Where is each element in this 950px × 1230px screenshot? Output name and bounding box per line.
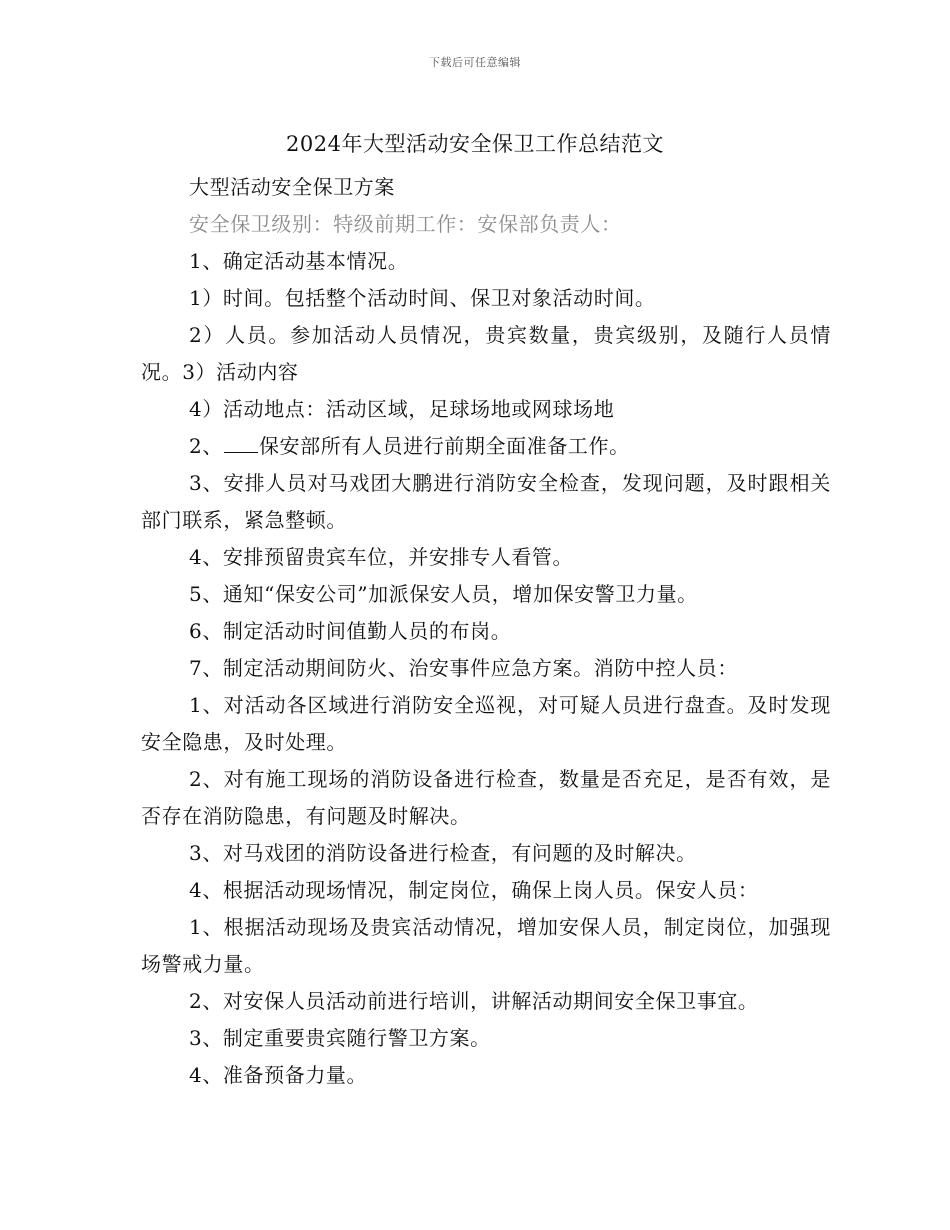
paragraph: 4、安排预留贵宾车位，并安排专人看管。 (189, 545, 574, 569)
section-heading: 大型活动安全保卫方案 (189, 175, 395, 199)
document-title: 2024年大型活动安全保卫工作总结范文 (286, 132, 664, 156)
paragraph: 3、安排人员对马戏团大鹏进行消防安全检查，发现问题，及时跟相关部门联系，紧急整顿。 (141, 471, 831, 532)
paragraph: 6、制定活动时间值勤人员的布岗。 (189, 619, 512, 643)
paragraph: 3、对马戏团的消防设备进行检查，有问题的及时解决。 (189, 841, 697, 865)
page-header-note: 下载后可任意编辑 (429, 56, 521, 69)
paragraph: 4）活动地点：活动区域，足球场地或网球场地 (189, 397, 615, 421)
paragraph: 3、制定重要贵宾随行警卫方案。 (189, 1026, 491, 1050)
paragraph: 4、准备预备力量。 (189, 1063, 368, 1087)
paragraph: 1、确定活动基本情况。 (189, 249, 409, 273)
paragraph: 4、根据活动现场情况，制定岗位，确保上岗人员。保安人员： (189, 878, 759, 902)
paragraph: 2、对有施工现场的消防设备进行检查，数量是否充足，是否有效，是否存在消防隐患，有问题及时解决。 (141, 767, 831, 828)
paragraph: 1）时间。包括整个活动时间、保卫对象活动时间。 (189, 286, 656, 310)
document-body (141, 169, 831, 1094)
paragraph: 2、对安保人员活动前进行培训，讲解活动期间安全保卫事宜。 (189, 989, 759, 1013)
fill-in-blank-line (224, 451, 258, 453)
paragraph: 2）人员。参加活动人员情况，贵宾数量，贵宾级别，及随行人员情况。3）活动内容 (141, 323, 831, 384)
paragraph: 安全保卫级别：特级前期工作：安保部负责人： (189, 212, 622, 236)
paragraph: 1、根据活动现场及贵宾活动情况，增加安保人员，制定岗位，加强现场警戒力量。 (141, 915, 831, 976)
paragraph: 1、对活动各区域进行消防安全巡视，对可疑人员进行盘查。及时发现安全隐患，及时处理。 (141, 693, 831, 754)
paragraph-with-blank (141, 428, 831, 465)
paragraph-suffix: 保安部所有人员进行前期全面准备工作。 (258, 434, 630, 458)
paragraph: 5、通知“保安公司”加派保安人员，增加保安警卫力量。 (189, 582, 698, 606)
paragraph: 7、制定活动期间防火、治安事件应急方案。消防中控人员： (189, 656, 738, 680)
paragraph-prefix: 2、 (189, 434, 223, 458)
